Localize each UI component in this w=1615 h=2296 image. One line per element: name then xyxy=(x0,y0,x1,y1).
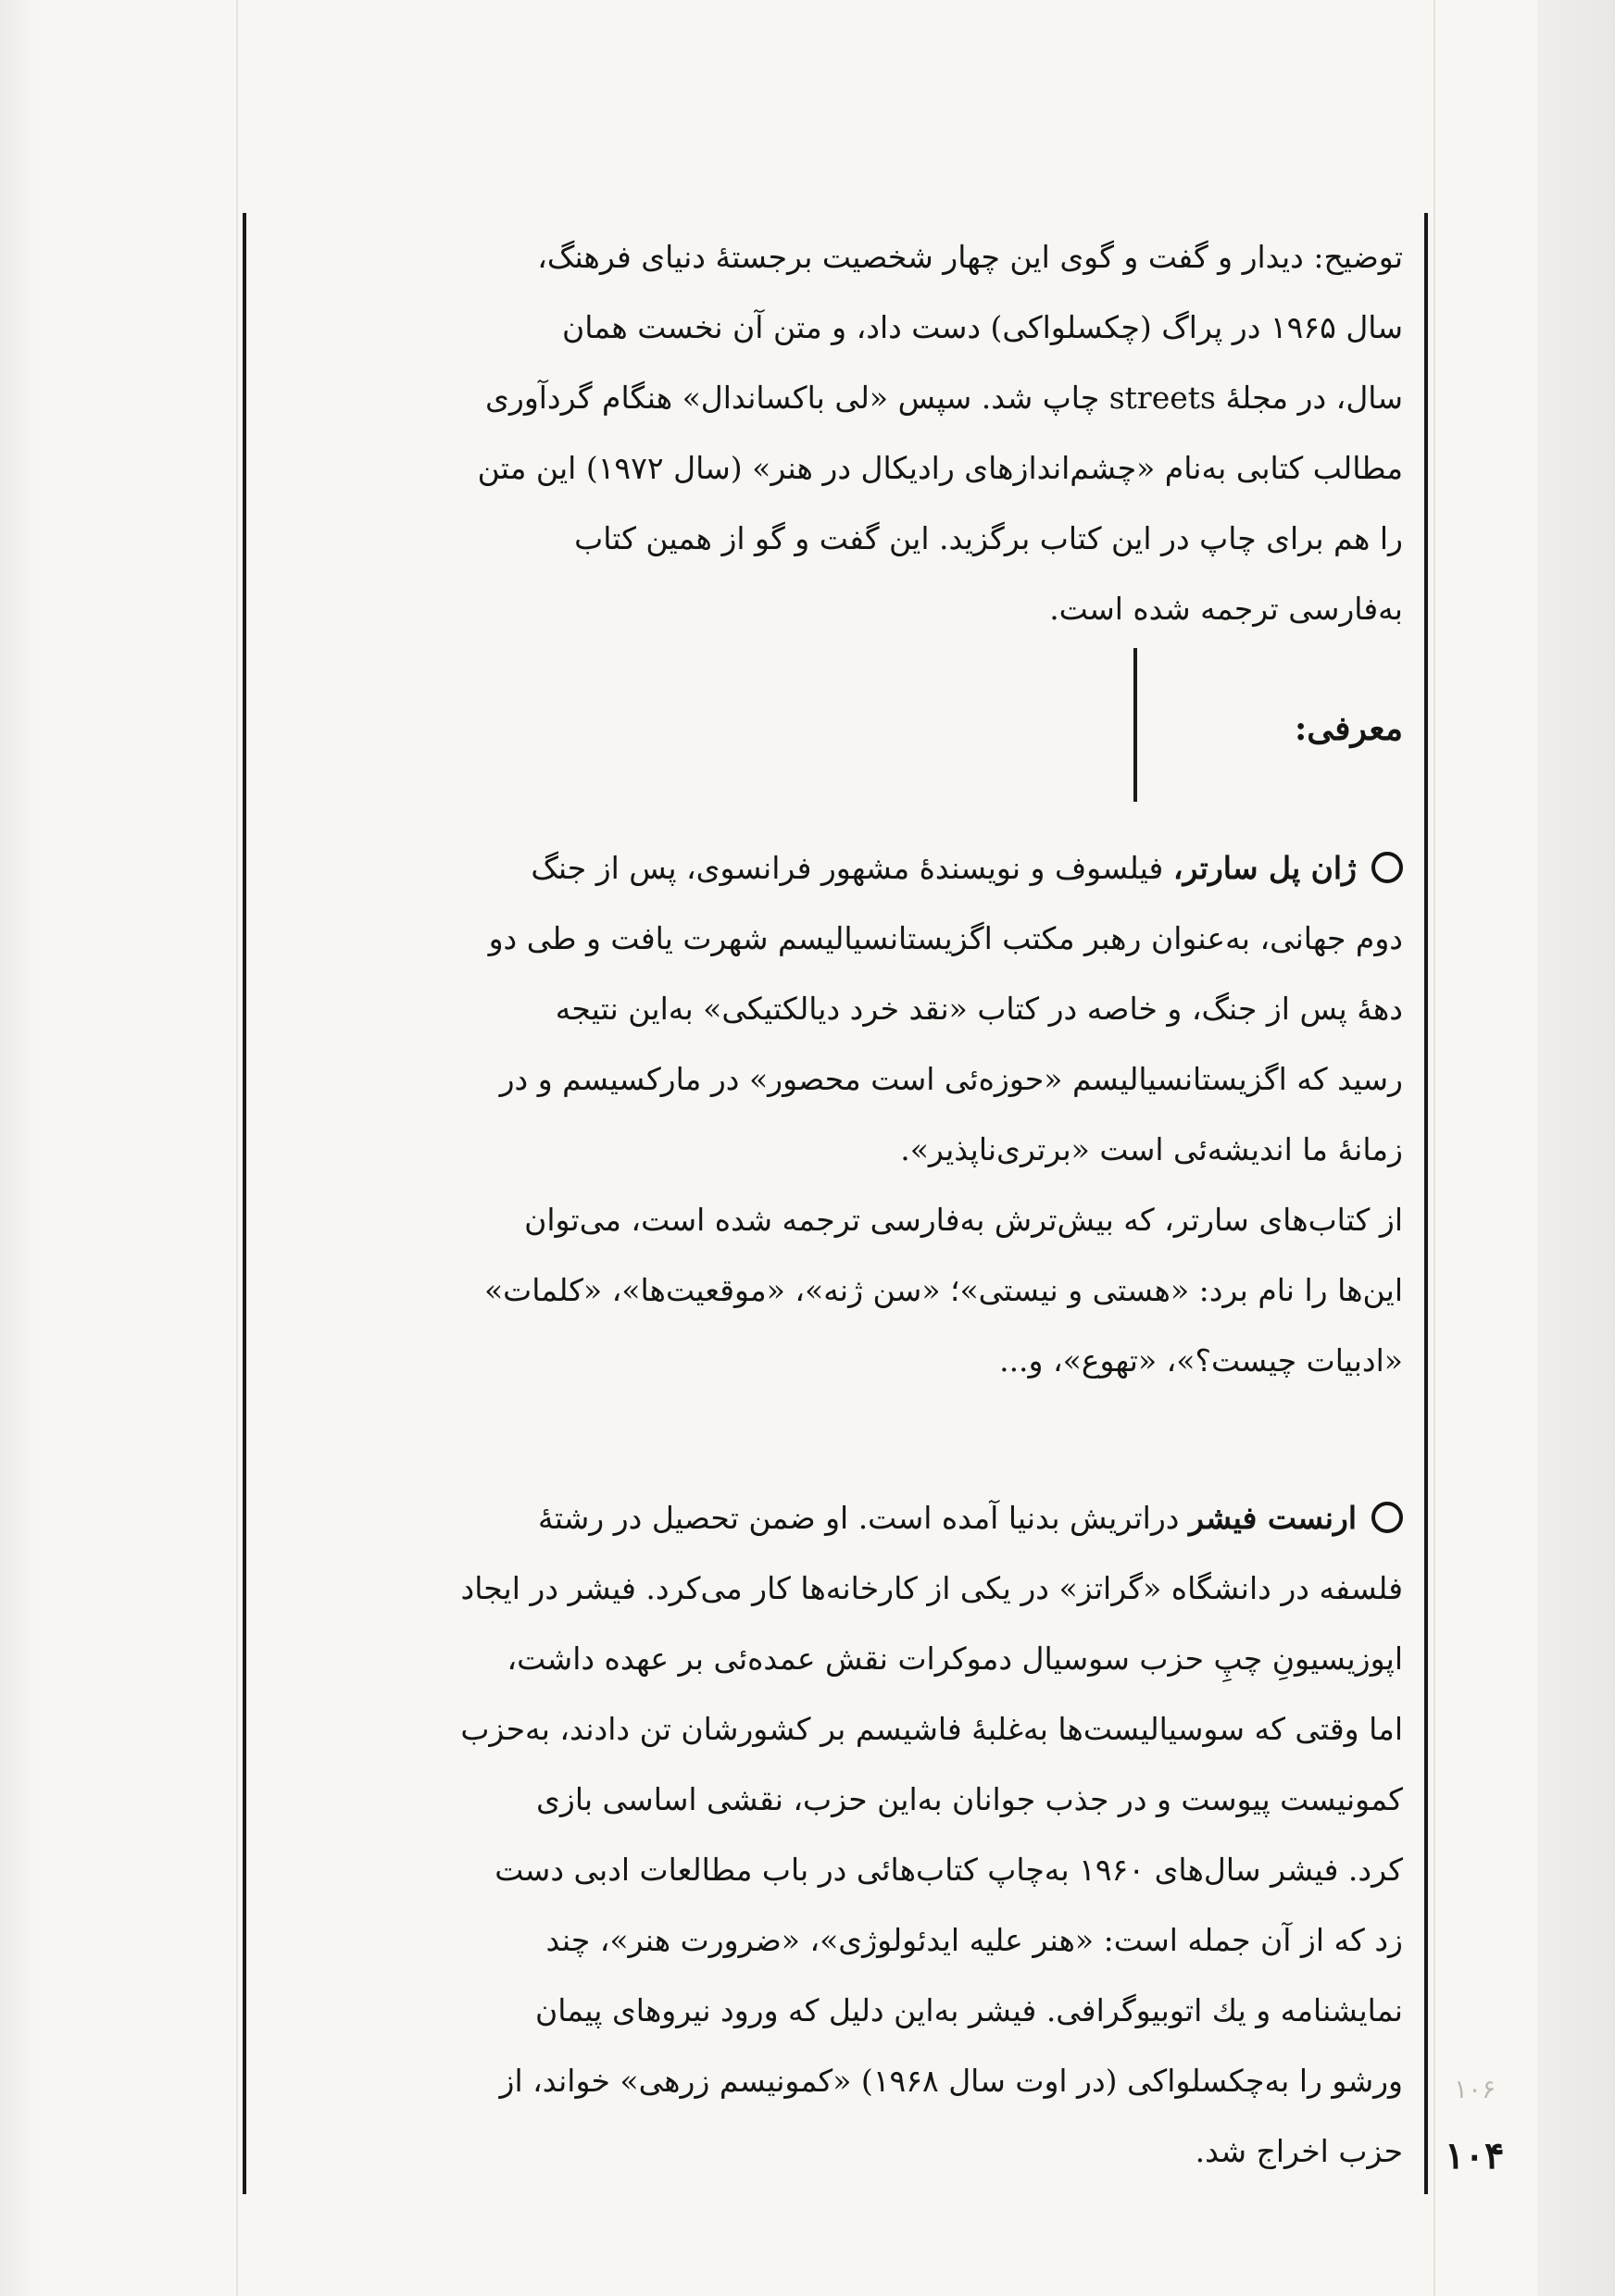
sartre-line: دوم جهانی، به‌عنوان رهبر مکتب اگزیستانسیالیسم شهرت یافت و طی دو xyxy=(488,920,1403,956)
intro-line: به‌فارسی ترجمه شده است. xyxy=(1049,591,1403,627)
fischer-line: کرد. فیشر سال‌های ۱۹۶۰ به‌چاپ کتاب‌هائی در باب مطالعات ادبی دست xyxy=(495,1852,1403,1888)
circle-bullet-icon xyxy=(1371,1502,1403,1533)
paper-fold-line xyxy=(236,0,238,2296)
intro-line: توضیح: دیدار و گفت و گوی این چهار شخصیت برجستهٔ دنیای فرهنگ، xyxy=(537,239,1403,275)
fischer-first-line-text: دراتریش بدنیا آمده است. او ضمن تحصیل در رشتهٔ xyxy=(538,1500,1189,1536)
fischer-line: حزب اخراج شد. xyxy=(1195,2133,1403,2169)
sartre-line: رسید که اگزیستانسیالیسم «حوزه‌ئی است محصور» در مارکسیسم و در xyxy=(499,1061,1403,1097)
intro-paragraph xyxy=(269,222,1403,644)
sartre-bio xyxy=(269,833,1403,1396)
sartre-line: از کتاب‌های سارتر، که بیش‌ترش به‌فارسی ترجمه شده است، می‌توان xyxy=(524,1202,1403,1238)
fischer-bio xyxy=(269,1483,1403,2187)
right-margin-rule xyxy=(1424,213,1428,2194)
fischer-line: اپوزیسیونِ چپِ حزب سوسیال دموکرات نقش عمده‌ئی بر عهده داشت، xyxy=(507,1641,1403,1677)
sartre-line: «ادبیات چیست؟»، «تهوع»، و... xyxy=(999,1342,1403,1379)
fischer-line: نمایشنامه و یك اتوبیوگرافی. فیشر به‌این دلیل که ورود نیروهای پیمان xyxy=(534,1992,1403,2028)
section-heading: معرفی: xyxy=(1294,709,1403,748)
fischer-line: ورشو را به‌چکسلواکی (در اوت سال ۱۹۶۸) «کمونیسم زرهی» خواند، از xyxy=(499,2063,1403,2099)
fischer-line: فلسفه در دانشگاه «گراتز» در یکی از کارخانه‌ها کار می‌کرد. فیشر در ایجاد xyxy=(460,1570,1403,1606)
intro-line: سال، در مجلهٔ streets چاپ شد. سپس «لی باکساندال» هنگام گردآوری xyxy=(485,380,1403,416)
intro-line: را هم برای چاپ در این کتاب برگزید. این گفت و گو از همین کتاب xyxy=(574,520,1403,556)
sartre-first-line xyxy=(269,833,1403,904)
sartre-line: دههٔ پس از جنگ، و خاصه در کتاب «نقد خرد دیالکتیکی» به‌این نتیجه xyxy=(555,991,1403,1027)
heading-rule xyxy=(1133,648,1137,802)
circle-bullet-icon xyxy=(1371,852,1403,883)
fischer-line: زد که از آن جمله است: «هنر علیه ایدئولوژی»، «ضرورت هنر»، چند xyxy=(545,1922,1403,1958)
intro-line: سال ۱۹۶۵ در پراگ (چکسلواکی) دست داد، و متن آن نخست همان xyxy=(561,309,1403,345)
fischer-line: کمونیست پیوست و در جذب جوانان به‌این حزب، نقشی اساسی بازی xyxy=(536,1781,1403,1817)
intro-line: مطالب کتابی به‌نام «چشم‌اندازهای رادیکال در هنر» (سال ۱۹۷۲) این متن xyxy=(477,450,1403,486)
sartre-first-line-text: فیلسوف و نویسندهٔ مشهور فرانسوی، پس از جنگ xyxy=(531,850,1173,886)
sartre-line: این‌ها را نام برد: «هستی و نیستی»؛ «سن ژنه»، «موقعیت‌ها»، «کلمات» xyxy=(483,1272,1403,1308)
margin-stamp: ۱۰۶ xyxy=(1454,2074,1496,2104)
fischer-line: اما وقتی که سوسیالیست‌ها به‌غلبهٔ فاشیسم بر کشورشان تن دادند، به‌حزب xyxy=(460,1711,1403,1747)
scan-edge-right xyxy=(1537,0,1615,2296)
fischer-name: ارنست فیشر xyxy=(1188,1500,1357,1536)
page-number: ۱۰۴ xyxy=(1445,2134,1505,2177)
fischer-first-line xyxy=(269,1483,1403,1554)
sartre-line: زمانهٔ ما اندیشه‌ئی است «برتری‌ناپذیر». xyxy=(900,1131,1403,1167)
left-margin-rule xyxy=(243,213,246,2194)
paper-fold-line xyxy=(1433,0,1435,2296)
sartre-name: ژان پل سارتر، xyxy=(1172,850,1357,886)
scan-edge-left xyxy=(0,0,37,2296)
